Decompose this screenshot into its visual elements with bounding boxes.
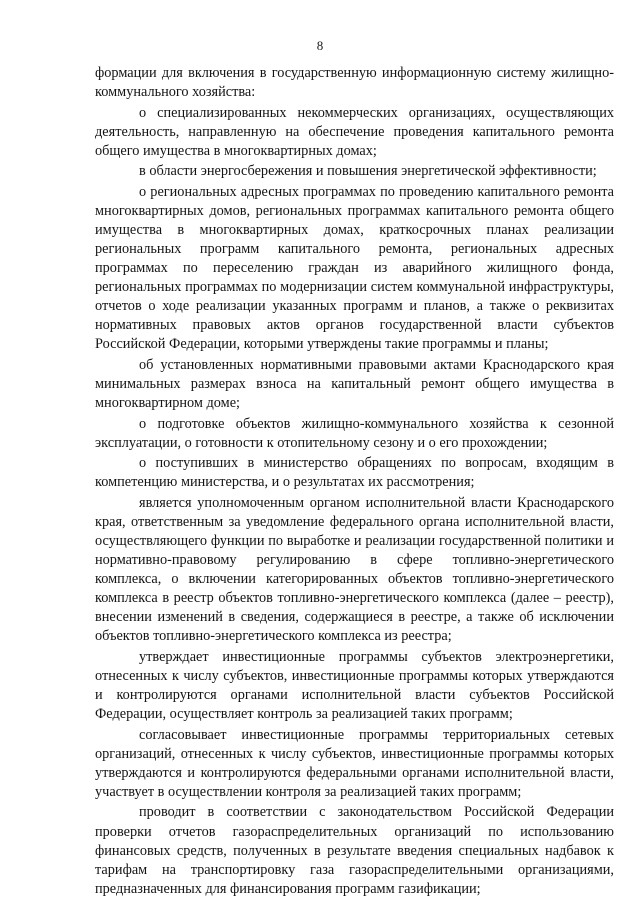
- paragraph: является уполномоченным органом исполнительной власти Краснодарского края, ответственным за уведомление федерального органа исполнительной власти, осуществляющего функции по выработке и реализации государственной политики и нормативно-правовому регулированию в сфере топливно-энергетического комплекса, о включении категорированных объектов топливно-энергетического комплекса в реестр объектов топливно-энергетического комплекса (далее – реестр), внесении изменений в сведения, содержащиеся в реестре, а также об исключении объектов топливно-энергетического комплекса из реестра;: [95, 494, 614, 645]
- page-number: 8: [316, 38, 324, 53]
- paragraph: формации для включения в государственную информационную систему жилищно-коммунального хозяйства:: [95, 65, 614, 101]
- paragraph: о региональных адресных программах по проведению капитального ремонта многоквартирных домов, региональных программах капитального ремонта общего имущества в многоквартирных домах, краткосрочных планах реализации региональных программ капитального ремонта, региональных адресных программах по переселению граждан из аварийного жилищного фонда, региональных программах по модернизации систем коммунальной инфраструктуры, отчетов о ходе реализации указанных программ и планов, а также о реквизитах нормативных правовых актов органов государственной власти субъектов Российской Федерации, которыми утверждены такие программы и планы;: [95, 183, 614, 353]
- paragraph: проводит в соответствии с законодательством Российской Федерации проверки отчетов газораспределительных организаций по использованию финансовых средств, полученных в результате введения специальных надбавок к тарифам на транспортировку газа газораспределительными организациями, предназначенных для финансирования программ газификации;: [95, 804, 614, 897]
- paragraph: согласовывает инвестиционные программы территориальных сетевых организаций, отнесенных к числу субъектов, инвестиционные программы которых утверждаются и контролируются федеральными органами исполнительной власти, участвует в осуществлении контроля за реализацией таких программ;: [95, 726, 614, 800]
- paragraph: о подготовке объектов жилищно-коммунального хозяйства к сезонной эксплуатации, о готовности к отопительному сезону и о его прохождении;: [95, 415, 614, 451]
- paragraph: об установленных нормативными правовыми актами Краснодарского края минимальных размерах взноса на капитальный ремонт общего имущества в многоквартирном доме;: [95, 356, 614, 412]
- paragraph: о поступивших в министерство обращениях по вопросам, входящим в компетенцию министерства, и о результатах их рассмотрения;: [95, 455, 614, 491]
- document-body: [95, 64, 614, 900]
- paragraph: о специализированных некоммерческих организациях, осуществляющих деятельность, направленную на обеспечение проведения капитального ремонта общего имущества в многоквартирных домах;: [95, 104, 614, 159]
- paragraph: в области энергосбережения и повышения энергетической эффективности;: [139, 163, 597, 180]
- paragraph: утверждает инвестиционные программы субъектов электроэнергетики, отнесенных к числу субъектов, инвестиционные программы которых утверждаются и контролируются органами исполнительной власти субъектов Российской Федерации, осуществляет контроль за реализацией таких программ;: [95, 648, 614, 723]
